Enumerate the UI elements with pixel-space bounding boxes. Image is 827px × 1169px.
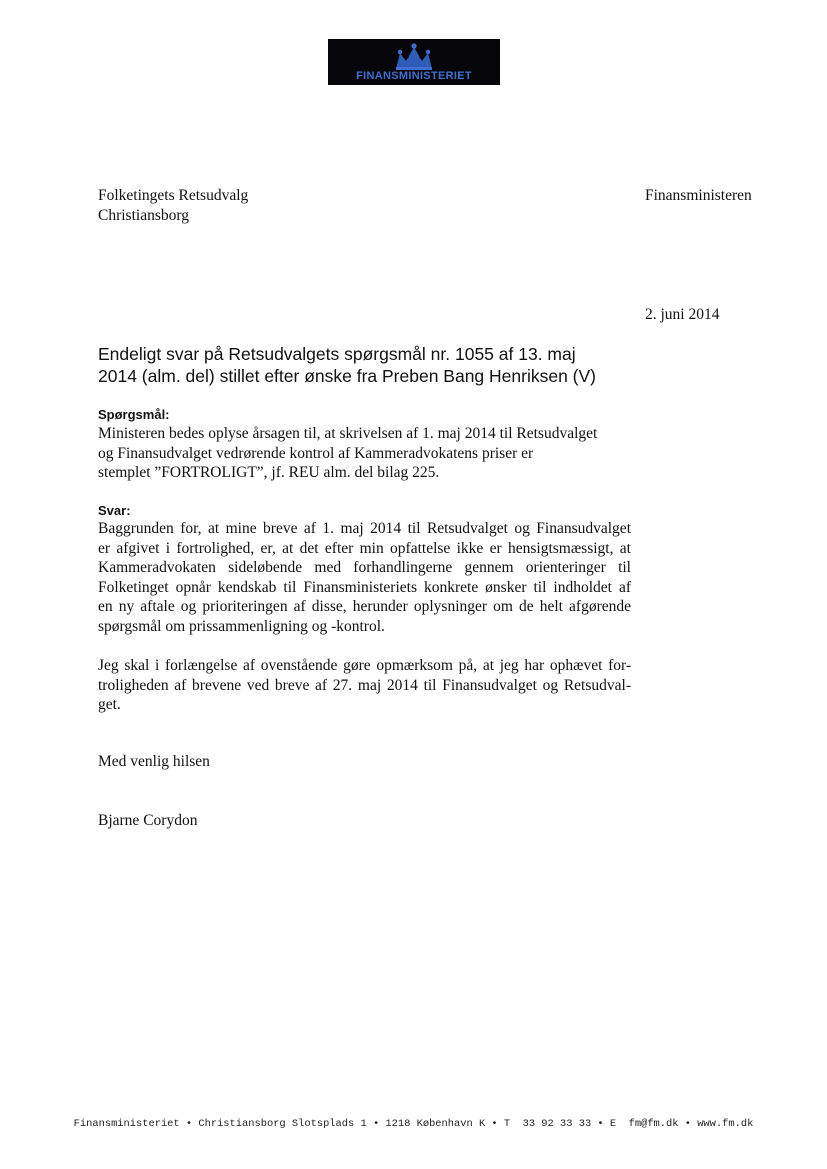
answer-line: er afgivet i fortrolighed, er, at det efter min opfattelse ikke er hensigtsmæssigt, at: [98, 539, 631, 557]
answer-line: Jeg skal i forlængelse af ovenstående gøre opmærksom på, at jeg har ophævet for-: [98, 657, 631, 674]
recipient-line-2: Christiansborg: [98, 206, 189, 224]
title-line-1: Endeligt svar på Retsudvalgets spørgsmål nr. 1055 af 13. maj: [98, 344, 576, 364]
signature: Bjarne Corydon: [98, 812, 198, 829]
question-line: stemplet ”FORTROLIGT”, jf. REU alm. del bilag 225.: [98, 464, 440, 481]
recipient-address: [98, 186, 248, 225]
answer-line: spørgsmål om prissammenligning og -kontrol.: [98, 617, 385, 635]
question-line: Ministeren bedes oplyse årsagen til, at skrivelsen af 1. maj 2014 til Retsudvalget: [98, 425, 598, 442]
answer-label: Svar:: [98, 503, 131, 518]
answer-paragraph-2: [98, 656, 631, 715]
closing-greeting: Med venlig hilsen: [98, 753, 210, 770]
answer-line: Kammeradvokaten sideløbende med forhandlingerne gennem orienteringer til: [98, 559, 631, 576]
footer-contact: Finansministeriet • Christiansborg Slotsplads 1 • 1218 København K • T 33 92 33 33 • E fm@fm.dk • www.fm.dk: [73, 1118, 754, 1130]
question-text: [98, 424, 638, 483]
question-label: Spørgsmål:: [98, 407, 170, 422]
letter-date: 2. juni 2014: [645, 306, 720, 323]
answer-line: en ny aftale og prioriteringen af disse, herunder oplysninger om de helt afgørende: [98, 598, 631, 615]
title-line-2: 2014 (alm. del) stillet efter ønske fra Preben Bang Henriksen (V): [98, 366, 596, 386]
answer-line: Folketinget opnår kendskab til Finansministeriets konkrete ønsker til indholdet af: [98, 578, 631, 596]
answer-line: get.: [98, 696, 121, 713]
answer-paragraph-1: [98, 519, 631, 636]
sender: Finansministeren: [645, 187, 752, 204]
recipient-line-1: Folketingets Retsudvalg: [98, 187, 249, 204]
answer-line: Baggrunden for, at mine breve af 1. maj 2014 til Retsudvalget og Finansudvalget: [98, 520, 631, 537]
logo-wordmark: FINANSMINISTERIET: [356, 70, 472, 82]
crown-icon: [392, 41, 436, 71]
ministry-logo: [328, 39, 500, 85]
letter-title: [98, 343, 658, 387]
answer-line: troligheden af brevene ved breve af 27. maj 2014 til Finansudvalget og Retsudval-: [98, 676, 631, 694]
question-line: og Finansudvalget vedrørende kontrol af Kammeradvokatens priser er: [98, 444, 534, 462]
